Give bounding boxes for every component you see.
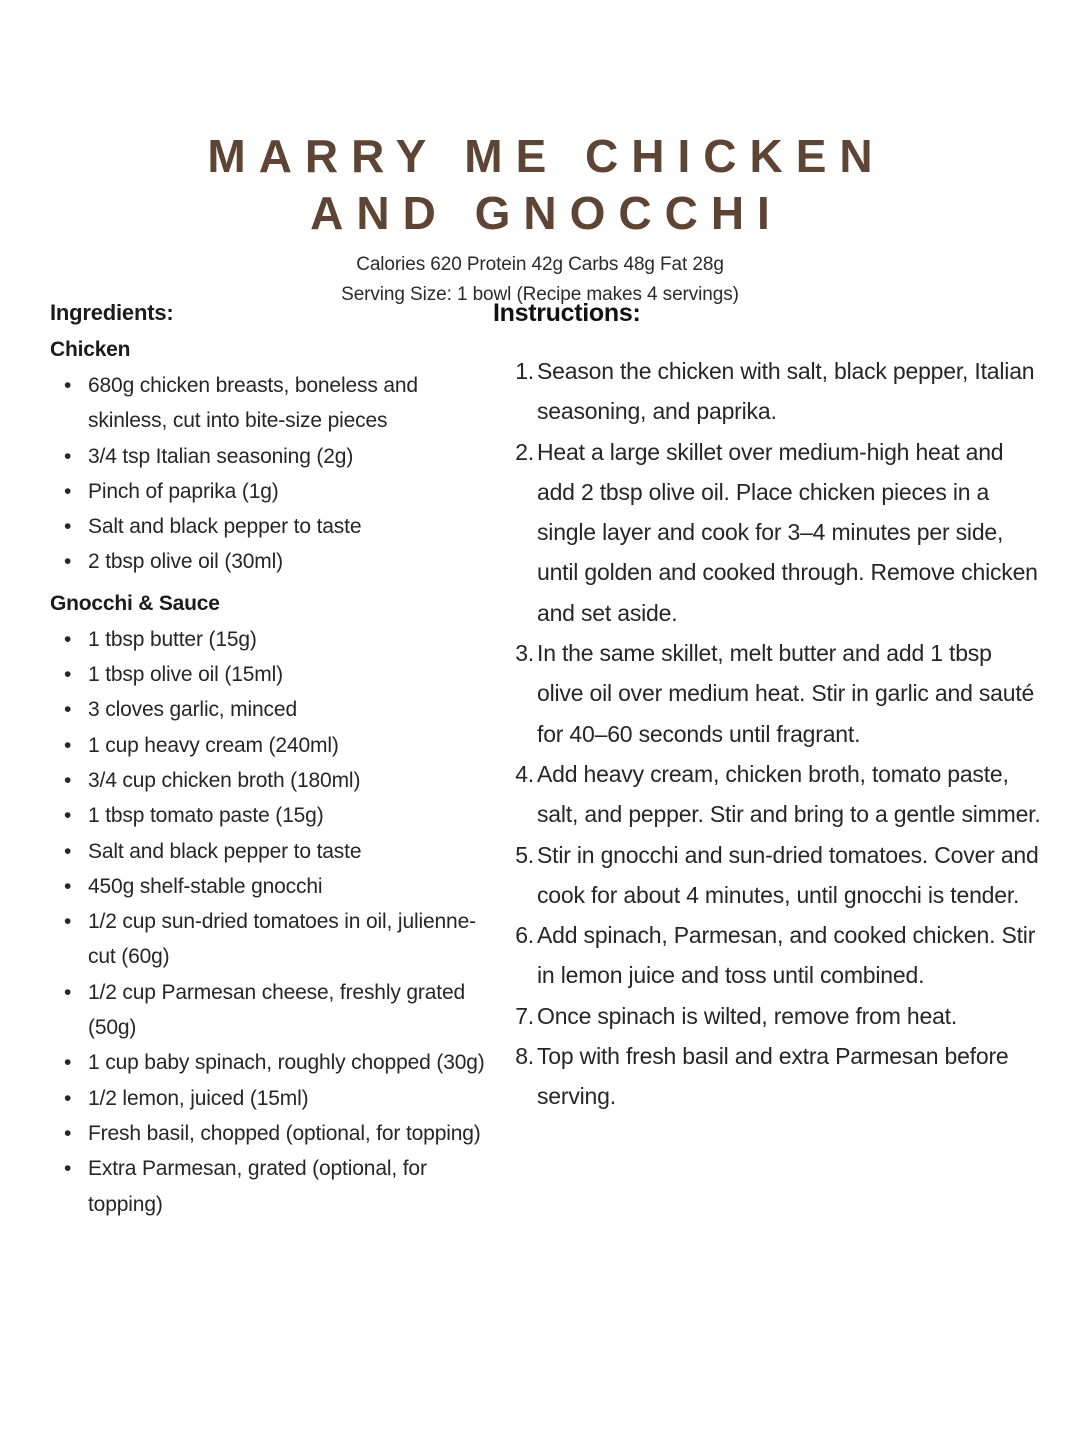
list-item xyxy=(490,432,1042,633)
list-item xyxy=(490,633,1042,754)
ingredient-group-heading-gnocchi-sauce: Gnocchi & Sauce xyxy=(50,591,220,615)
list-item xyxy=(50,1045,502,1080)
bullet-icon: • xyxy=(64,627,72,651)
bullet-icon: • xyxy=(64,804,72,828)
step-text: Heat a large skillet over medium-high heat and add 2 tbsp olive oil. Place chicken pieces in a single layer and cook for 3–4 minutes per side, until golden and cooked through. Remove chicken and set aside. xyxy=(537,438,1038,626)
ingredient-text: Extra Parmesan, grated (optional, for topping) xyxy=(88,1157,427,1216)
step-text: Once spinach is wilted, remove from heat. xyxy=(537,1002,958,1029)
content-columns xyxy=(0,296,1080,1356)
step-text: In the same skillet, melt butter and add 1 tbsp olive oil over medium heat. Stir in garlic and sauté for 40–60 seconds until fragrant. xyxy=(537,640,1035,747)
bullet-icon: • xyxy=(64,550,72,574)
instruction-list xyxy=(490,351,1042,1117)
step-number: 8. xyxy=(515,1043,534,1070)
step-text: Top with fresh basil and extra Parmesan before serving. xyxy=(537,1043,1009,1110)
ingredients-heading: Ingredients: xyxy=(50,300,174,325)
list-item xyxy=(50,869,502,904)
ingredient-list-gnocchi-sauce xyxy=(50,622,502,1222)
list-item xyxy=(50,657,502,692)
list-item xyxy=(50,834,502,869)
step-text: Add spinach, Parmesan, and cooked chicken. Stir in lemon juice and toss until combined. xyxy=(537,922,1036,989)
ingredient-text: 2 tbsp olive oil (30ml) xyxy=(88,550,283,574)
bullet-icon: • xyxy=(64,663,72,687)
ingredient-text: 1/2 lemon, juiced (15ml) xyxy=(88,1086,309,1110)
list-item xyxy=(50,509,502,544)
list-item xyxy=(50,1116,502,1151)
serving-size-text: Serving Size: 1 bowl (Recipe makes 4 servings) xyxy=(341,284,739,305)
bullet-icon: • xyxy=(64,444,72,468)
list-item xyxy=(50,763,502,798)
list-item xyxy=(50,692,502,727)
list-item xyxy=(490,835,1042,916)
list-item xyxy=(50,474,502,509)
ingredient-text: 1 cup heavy cream (240ml) xyxy=(88,733,339,757)
bullet-icon: • xyxy=(64,839,72,863)
list-item xyxy=(50,439,502,474)
step-number: 7. xyxy=(515,1002,534,1029)
list-item xyxy=(490,996,1042,1036)
step-number: 3. xyxy=(515,640,534,667)
step-text: Stir in gnocchi and sun-dried tomatoes. Cover and cook for about 4 minutes, until gnocchi is tender. xyxy=(537,841,1039,908)
bullet-icon: • xyxy=(64,874,72,898)
ingredient-list-chicken xyxy=(50,368,502,580)
list-item xyxy=(50,975,502,1046)
bullet-icon: • xyxy=(64,1157,72,1181)
page-title-line-1: MARRY ME CHICKEN xyxy=(207,130,886,182)
list-item xyxy=(50,368,502,439)
step-number: 2. xyxy=(515,438,534,465)
list-item xyxy=(50,622,502,657)
ingredient-text: 1 tbsp tomato paste (15g) xyxy=(88,804,324,828)
bullet-icon: • xyxy=(64,1121,72,1145)
ingredient-text: Fresh basil, chopped (optional, for topping) xyxy=(88,1121,481,1145)
bullet-icon: • xyxy=(64,1051,72,1075)
ingredient-text: 680g chicken breasts, boneless and skinless, cut into bite-size pieces xyxy=(88,374,418,433)
ingredient-text: 3/4 cup chicken broth (180ml) xyxy=(88,768,361,792)
list-item xyxy=(490,1036,1042,1117)
title-block xyxy=(0,128,1080,310)
macros-text: Calories 620 Protein 42g Carbs 48g Fat 28g xyxy=(356,254,724,275)
step-number: 4. xyxy=(515,760,534,787)
ingredients-column xyxy=(50,296,502,1222)
list-item xyxy=(490,754,1042,835)
bullet-icon: • xyxy=(64,374,72,397)
ingredient-text: 1/2 cup sun-dried tomatoes in oil, julienne-cut (60g) xyxy=(88,910,476,969)
step-text: Season the chicken with salt, black pepper, Italian seasoning, and paprika. xyxy=(537,358,1035,425)
list-item xyxy=(490,915,1042,996)
instructions-column xyxy=(490,296,1042,1117)
bullet-icon: • xyxy=(64,910,72,934)
list-item xyxy=(50,544,502,579)
ingredient-text: 3 cloves garlic, minced xyxy=(88,698,297,722)
bullet-icon: • xyxy=(64,1086,72,1110)
step-number: 1. xyxy=(515,358,534,384)
ingredient-group-heading-chicken: Chicken xyxy=(50,338,131,361)
ingredient-text: 1/2 cup Parmesan cheese, freshly grated (50g) xyxy=(88,980,466,1040)
ingredient-text: 1 cup baby spinach, roughly chopped (30g) xyxy=(88,1051,485,1075)
list-item xyxy=(490,351,1042,432)
ingredient-text: Salt and black pepper to taste xyxy=(88,515,362,539)
bullet-icon: • xyxy=(64,479,72,503)
list-item xyxy=(50,1081,502,1116)
bullet-icon: • xyxy=(64,515,72,539)
step-number: 5. xyxy=(515,841,534,868)
steps-wrapper xyxy=(490,351,1042,1117)
instructions-heading: Instructions: xyxy=(493,299,641,327)
ingredient-text: 1 tbsp olive oil (15ml) xyxy=(88,663,283,687)
bullet-icon: • xyxy=(64,733,72,757)
ingredient-text: 450g shelf-stable gnocchi xyxy=(88,874,323,898)
list-item xyxy=(50,728,502,763)
ingredient-text: Salt and black pepper to taste xyxy=(88,839,362,863)
ingredient-text: 3/4 tsp Italian seasoning (2g) xyxy=(88,444,354,468)
step-text: Add heavy cream, chicken broth, tomato paste, salt, and pepper. Stir and bring to a gentle simmer. xyxy=(537,760,1041,828)
ingredient-text: Pinch of paprika (1g) xyxy=(88,479,279,503)
ingredient-text: 1 tbsp butter (15g) xyxy=(88,627,257,651)
bullet-icon: • xyxy=(64,980,72,1004)
list-item xyxy=(50,1151,502,1222)
bullet-icon: • xyxy=(64,768,72,792)
step-number: 6. xyxy=(515,922,534,949)
list-item xyxy=(50,904,502,975)
list-item xyxy=(50,798,502,833)
bullet-icon: • xyxy=(64,698,72,722)
page-title-line-2: AND GNOCCHI xyxy=(310,187,783,239)
page-title xyxy=(0,128,1080,242)
